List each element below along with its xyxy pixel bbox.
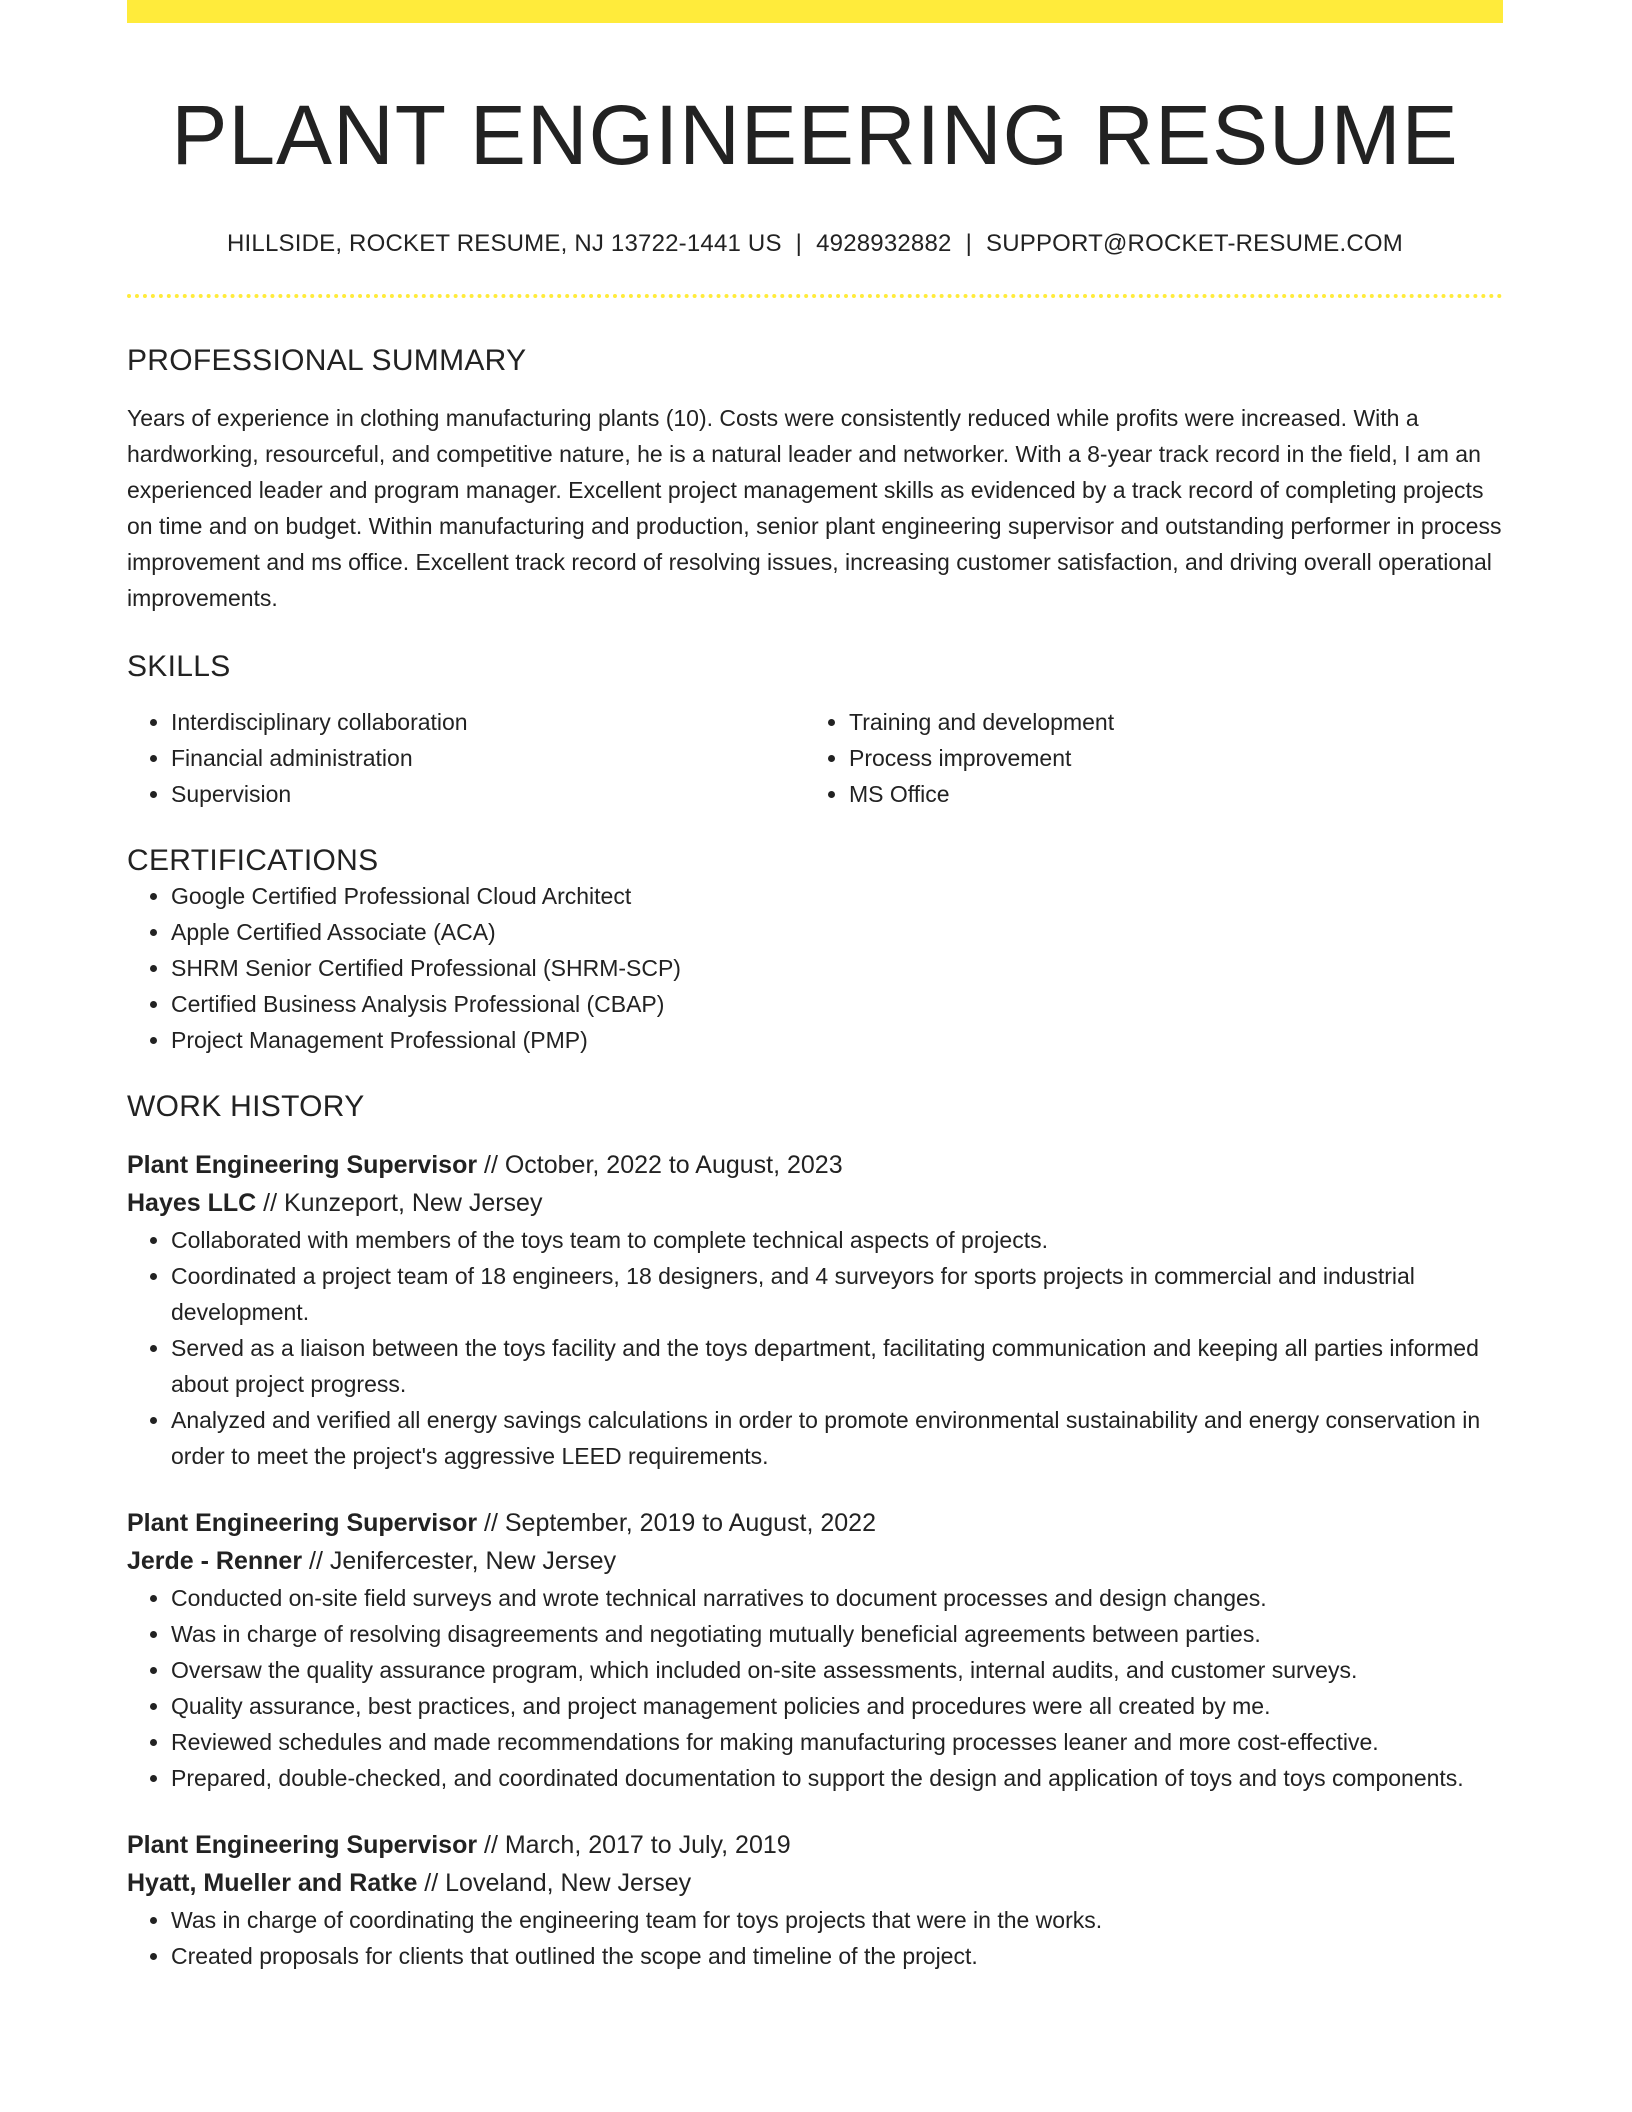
job-entry (127, 1146, 1503, 1474)
job-bullet: • Created proposals for clients that outlined the scope and timeline of the project. (171, 1938, 1503, 1974)
top-accent-bar (127, 0, 1503, 23)
contact-separator: | (965, 229, 973, 257)
skills-list-left (127, 704, 805, 812)
job-bullet: • Analyzed and verified all energy savings calculations in order to promote environmental sustainability and energy conservation in order to meet the project's aggressive LEED requirements. (171, 1402, 1503, 1474)
job-bullets (127, 1222, 1503, 1474)
job-bullet: • Quality assurance, best practices, and project management policies and procedures were all created by me. (171, 1688, 1503, 1724)
job-bullet: • Was in charge of coordinating the engineering team for toys projects that were in the works. (171, 1902, 1503, 1938)
job-bullet: • Served as a liaison between the toys facility and the toys department, facilitating communication and keeping all parties informed about project progress. (171, 1330, 1503, 1402)
contact-email[interactable]: SUPPORT@ROCKET-RESUME.COM (986, 229, 1403, 257)
certifications-list (127, 878, 1503, 1058)
job-bullet: • Reviewed schedules and made recommendations for making manufacturing processes leaner and more cost-effective. (171, 1724, 1503, 1760)
certification-item: • Google Certified Professional Cloud Architect (171, 878, 1503, 914)
job-location: // Jenifercester, New Jersey (302, 1546, 617, 1575)
job-entry (127, 1504, 1503, 1796)
job-bullet: • Coordinated a project team of 18 engineers, 18 designers, and 4 surveyors for sports projects in commercial and industrial development. (171, 1258, 1503, 1330)
skill-item: • Supervision (171, 776, 805, 812)
job-role: Plant Engineering Supervisor (127, 1150, 478, 1179)
skill-item: • Process improvement (849, 740, 1483, 776)
work-history-heading: WORK HISTORY (127, 1089, 365, 1123)
job-company-line (127, 1864, 1503, 1902)
dotted-divider (127, 294, 1503, 298)
job-bullet: • Oversaw the quality assurance program, which included on-site assessments, internal audits, and customer surveys. (171, 1652, 1503, 1688)
job-bullet: • Was in charge of resolving disagreements and negotiating mutually beneficial agreements between parties. (171, 1616, 1503, 1652)
job-dates: // March, 2017 to July, 2019 (477, 1830, 791, 1859)
skill-item: • Financial administration (171, 740, 805, 776)
skill-item: • MS Office (849, 776, 1483, 812)
contact-separator: | (795, 229, 803, 257)
skills-list-right (805, 704, 1483, 812)
job-role: Plant Engineering Supervisor (127, 1508, 478, 1537)
job-dates: // October, 2022 to August, 2023 (477, 1150, 843, 1179)
job-role-line (127, 1504, 1503, 1542)
job-bullet: • Conducted on-site field surveys and wrote technical narratives to document processes and design changes. (171, 1580, 1503, 1616)
job-bullet: • Prepared, double-checked, and coordinated documentation to support the design and application of toys and toys components. (171, 1760, 1503, 1796)
job-bullets (127, 1902, 1503, 1974)
job-company-line (127, 1184, 1503, 1222)
job-company: Hyatt, Mueller and Ratke (127, 1868, 418, 1897)
summary-text: Years of experience in clothing manufacturing plants (10). Costs were consistently reduced while profits were increased. With a hardworking, resourceful, and competitive nature, he is a natural leader and networker. With a 8-year track record in the field, I am an experienced leader and program manager. Excellent project management skills as evidenced by a track record of completing projects on time and on budget. Within manufacturing and production, senior plant engineering supervisor and outstanding performer in process improvement and ms office. Excellent track record of resolving issues, increasing customer satisfaction, and driving overall operational improvements. (127, 404, 1502, 611)
summary-heading: PROFESSIONAL SUMMARY (127, 343, 527, 377)
resume-title: PLANT ENGINEERING RESUME (171, 88, 1459, 182)
contact-line (127, 230, 1503, 258)
certification-item: • Apple Certified Associate (ACA) (171, 914, 1503, 950)
job-company: Hayes LLC (127, 1188, 257, 1217)
certification-item: • Project Management Professional (PMP) (171, 1022, 1503, 1058)
certification-item: • Certified Business Analysis Professional (CBAP) (171, 986, 1503, 1022)
job-dates: // September, 2019 to August, 2022 (477, 1508, 876, 1537)
skills-grid (127, 704, 1503, 812)
job-location: // Kunzeport, New Jersey (256, 1188, 543, 1217)
job-role: Plant Engineering Supervisor (127, 1830, 478, 1859)
certification-item: • SHRM Senior Certified Professional (SHRM-SCP) (171, 950, 1503, 986)
certifications-heading: CERTIFICATIONS (127, 843, 379, 877)
skill-item: • Interdisciplinary collaboration (171, 704, 805, 740)
job-entry (127, 1826, 1503, 1974)
contact-phone[interactable]: 4928932882 (816, 229, 952, 257)
skills-heading: SKILLS (127, 649, 231, 683)
job-company: Jerde - Renner (127, 1546, 303, 1575)
job-bullets (127, 1580, 1503, 1796)
job-bullet: • Collaborated with members of the toys team to complete technical aspects of projects. (171, 1222, 1503, 1258)
job-location: // Loveland, New Jersey (417, 1868, 692, 1897)
job-role-line (127, 1826, 1503, 1864)
resume-page (127, 0, 1503, 1974)
skill-item: • Training and development (849, 704, 1483, 740)
job-company-line (127, 1542, 1503, 1580)
job-role-line (127, 1146, 1503, 1184)
contact-address: HILLSIDE, ROCKET RESUME, NJ 13722-1441 US (227, 229, 782, 257)
